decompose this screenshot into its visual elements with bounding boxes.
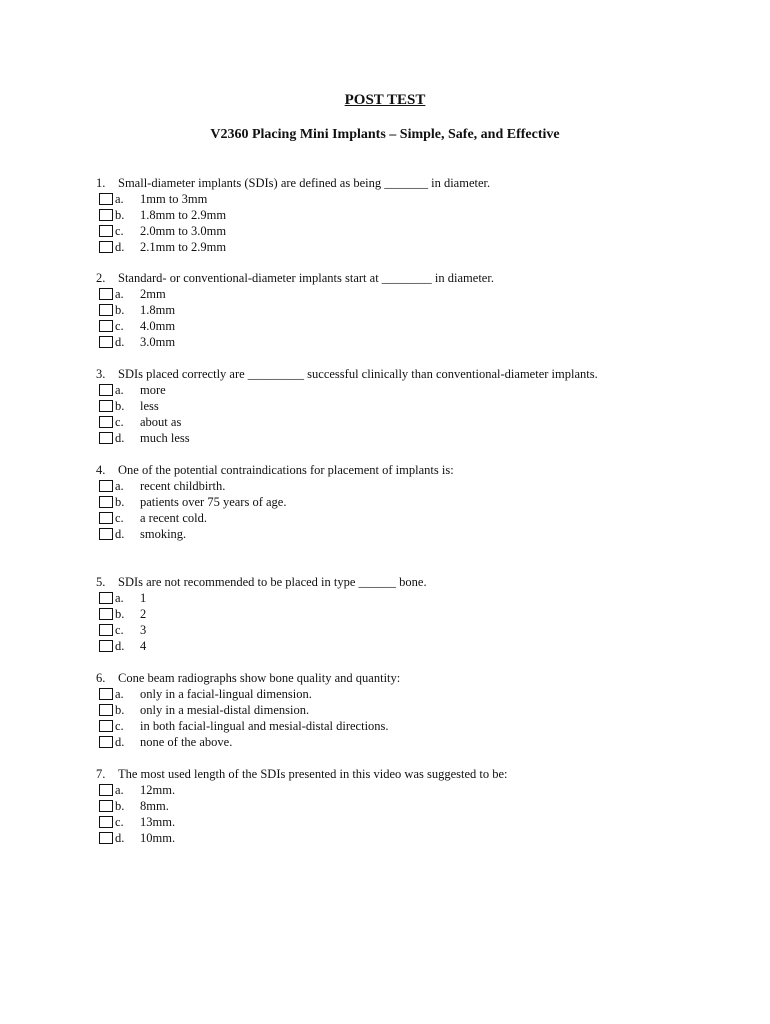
question-6 <box>96 670 716 750</box>
option-letter: d. <box>115 527 125 541</box>
option-text: 1mm to 3mm <box>140 192 208 206</box>
answer-checkbox[interactable] <box>99 688 113 700</box>
answer-checkbox[interactable] <box>99 336 113 348</box>
answer-option <box>96 734 716 750</box>
answer-option <box>96 302 716 318</box>
question-text: SDIs placed correctly are _________ successful clinically than conventional-diameter implants. <box>118 367 598 381</box>
question-1 <box>96 175 716 255</box>
answer-checkbox[interactable] <box>99 608 113 620</box>
question-stem <box>96 670 716 686</box>
option-text: patients over 75 years of age. <box>140 495 287 509</box>
answer-checkbox[interactable] <box>99 528 113 540</box>
question-stem <box>96 574 716 590</box>
question-7 <box>96 766 716 846</box>
option-text: 2mm <box>140 287 166 301</box>
option-letter: c. <box>115 719 124 733</box>
answer-option <box>96 622 716 638</box>
option-text: 4.0mm <box>140 319 176 333</box>
answer-option <box>96 430 716 446</box>
option-text: a recent cold. <box>140 511 207 525</box>
option-letter: d. <box>115 335 125 349</box>
question-stem <box>96 175 716 191</box>
option-text: much less <box>140 431 190 445</box>
option-letter: c. <box>115 319 124 333</box>
answer-checkbox[interactable] <box>99 624 113 636</box>
answer-checkbox[interactable] <box>99 400 113 412</box>
option-text: 1.8mm <box>140 303 176 317</box>
option-text: about as <box>140 415 182 429</box>
question-text: Small-diameter implants (SDIs) are defined as being _______ in diameter. <box>118 176 491 190</box>
page-subtitle: V2360 Placing Mini Implants – Simple, Safe, and Effective <box>210 127 560 142</box>
option-text: recent childbirth. <box>140 479 226 493</box>
answer-option <box>96 510 716 526</box>
option-letter: a. <box>115 591 124 605</box>
question-stem <box>96 462 716 478</box>
answer-option <box>96 286 716 302</box>
question-5 <box>96 574 716 654</box>
question-2 <box>96 270 716 350</box>
answer-option <box>96 702 716 718</box>
answer-checkbox[interactable] <box>99 320 113 332</box>
question-stem <box>96 270 716 286</box>
option-text: 4 <box>140 639 147 653</box>
option-letter: a. <box>115 192 124 206</box>
option-text: 3.0mm <box>140 335 176 349</box>
option-letter: c. <box>115 511 124 525</box>
option-text: 12mm. <box>140 783 176 797</box>
answer-option <box>96 798 716 814</box>
option-letter: b. <box>115 303 125 317</box>
question-number: 4. <box>96 463 106 477</box>
option-letter: a. <box>115 687 124 701</box>
answer-option <box>96 782 716 798</box>
option-text: 8mm. <box>140 799 169 813</box>
answer-checkbox[interactable] <box>99 209 113 221</box>
answer-checkbox[interactable] <box>99 416 113 428</box>
answer-checkbox[interactable] <box>99 480 113 492</box>
answer-checkbox[interactable] <box>99 384 113 396</box>
option-letter: c. <box>115 815 124 829</box>
answer-checkbox[interactable] <box>99 193 113 205</box>
option-text: 2.1mm to 2.9mm <box>140 240 227 254</box>
page-title: POST TEST <box>344 92 426 108</box>
answer-checkbox[interactable] <box>99 512 113 524</box>
question-3 <box>96 366 716 446</box>
question-text: The most used length of the SDIs presented in this video was suggested to be: <box>118 767 508 781</box>
question-stem <box>96 766 716 782</box>
answer-option <box>96 494 716 510</box>
answer-option <box>96 414 716 430</box>
answer-option <box>96 239 716 255</box>
option-letter: d. <box>115 431 125 445</box>
option-letter: c. <box>115 224 124 238</box>
question-text: Cone beam radiographs show bone quality and quantity: <box>118 671 401 685</box>
answer-option <box>96 638 716 654</box>
option-letter: a. <box>115 783 124 797</box>
option-letter: d. <box>115 639 125 653</box>
option-text: 1 <box>140 591 147 605</box>
question-text: SDIs are not recommended to be placed in type ______ bone. <box>118 575 427 589</box>
option-text: none of the above. <box>140 735 233 749</box>
answer-checkbox[interactable] <box>99 720 113 732</box>
option-letter: a. <box>115 287 124 301</box>
option-text: 1.8mm to 2.9mm <box>140 208 227 222</box>
answer-checkbox[interactable] <box>99 496 113 508</box>
option-letter: d. <box>115 240 125 254</box>
answer-checkbox[interactable] <box>99 592 113 604</box>
answer-checkbox[interactable] <box>99 640 113 652</box>
question-number: 1. <box>96 176 106 190</box>
option-text: 10mm. <box>140 831 176 845</box>
answer-option <box>96 398 716 414</box>
answer-checkbox[interactable] <box>99 432 113 444</box>
option-text: smoking. <box>140 527 187 541</box>
answer-checkbox[interactable] <box>99 225 113 237</box>
answer-checkbox[interactable] <box>99 736 113 748</box>
answer-option <box>96 318 716 334</box>
option-letter: a. <box>115 383 124 397</box>
answer-option <box>96 606 716 622</box>
question-text: One of the potential contraindications for placement of implants is: <box>118 463 454 477</box>
answer-option <box>96 686 716 702</box>
answer-option <box>96 590 716 606</box>
answer-option <box>96 207 716 223</box>
question-4 <box>96 462 716 542</box>
option-letter: c. <box>115 623 124 637</box>
answer-checkbox[interactable] <box>99 288 113 300</box>
answer-option <box>96 382 716 398</box>
answer-option <box>96 334 716 350</box>
question-number: 6. <box>96 671 106 685</box>
answer-option <box>96 814 716 830</box>
option-text: 2.0mm to 3.0mm <box>140 224 227 238</box>
answer-option <box>96 718 716 734</box>
option-letter: b. <box>115 799 125 813</box>
answer-checkbox[interactable] <box>99 241 113 253</box>
option-text: less <box>140 399 159 413</box>
answer-option <box>96 830 716 846</box>
answer-checkbox[interactable] <box>99 832 113 844</box>
option-text: in both facial-lingual and mesial-distal directions. <box>140 719 389 733</box>
option-letter: b. <box>115 495 125 509</box>
answer-checkbox[interactable] <box>99 304 113 316</box>
answer-checkbox[interactable] <box>99 816 113 828</box>
question-number: 3. <box>96 367 106 381</box>
option-text: 13mm. <box>140 815 176 829</box>
option-letter: b. <box>115 607 125 621</box>
option-letter: c. <box>115 415 124 429</box>
option-letter: a. <box>115 479 124 493</box>
question-stem <box>96 366 716 382</box>
option-letter: b. <box>115 208 125 222</box>
option-text: 2 <box>140 607 147 621</box>
answer-option <box>96 478 716 494</box>
option-text: 3 <box>140 623 147 637</box>
question-number: 2. <box>96 271 106 285</box>
question-number: 5. <box>96 575 106 589</box>
option-letter: d. <box>115 735 125 749</box>
option-text: only in a facial-lingual dimension. <box>140 687 312 701</box>
question-text: Standard- or conventional-diameter implants start at ________ in diameter. <box>118 271 494 285</box>
answer-option <box>96 223 716 239</box>
option-text: more <box>140 383 166 397</box>
option-letter: d. <box>115 831 125 845</box>
answer-checkbox[interactable] <box>99 800 113 812</box>
option-text: only in a mesial-distal dimension. <box>140 703 310 717</box>
option-letter: b. <box>115 399 125 413</box>
answer-option <box>96 191 716 207</box>
option-letter: b. <box>115 703 125 717</box>
answer-checkbox[interactable] <box>99 704 113 716</box>
question-number: 7. <box>96 767 106 781</box>
answer-checkbox[interactable] <box>99 784 113 796</box>
answer-option <box>96 526 716 542</box>
